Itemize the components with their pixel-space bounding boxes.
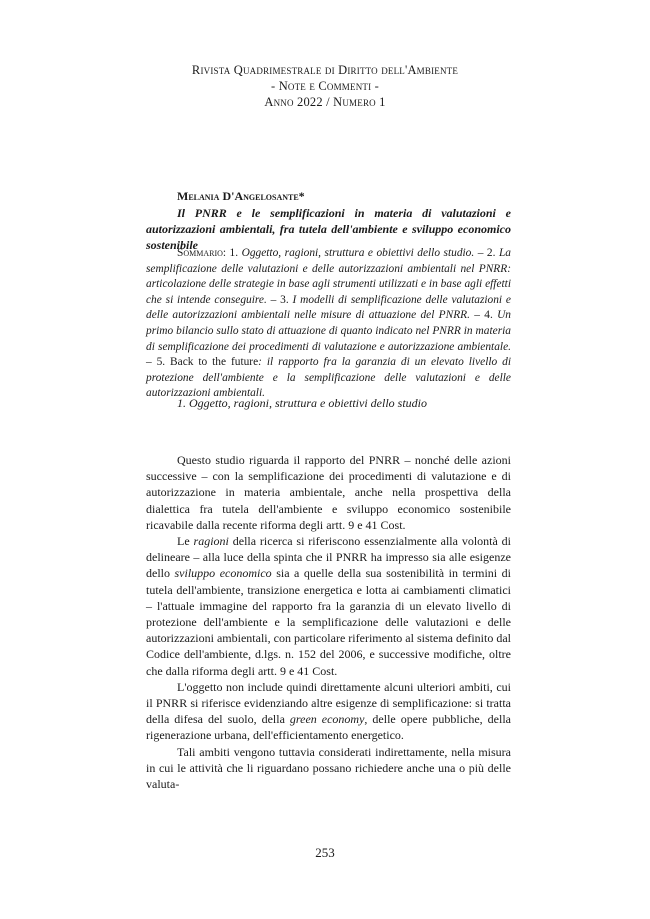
p2-text-e: sia a quelle della sua sostenibilità in termini di tutela dell'ambiente, transizione energetica e lotta ai cambiamenti climatici – l'attuale immagine del rapporto fra la garanzia di un elevato livello di protezione dell'ambiente e la semplificazione delle valutazioni e delle autorizzazioni ambientali, con particolare riferimento al sistema definito dal Codice dell'ambiente, d.lgs. n. 152 del 2006, e successive modifiche, oltre che dalla riforma degli artt. 9 e 41 Cost. [146,566,511,678]
p3-emphasis-green-economy: green economy [289,712,365,727]
summary-item-1-text: Oggetto, ragioni, struttura e obiettivi dello studio. [241,247,475,259]
summary-item-3-number: – 3. [266,293,293,306]
summary-item-5-number: – 5. Back to the future [146,356,259,369]
journal-header [0,62,650,110]
summary-item-5-text: : il rapporto fra la garanzia di un elevato livello di protezione dell'ambiente e la semplificazione delle valutazioni e delle autorizzazioni ambientali. [146,356,511,400]
table-of-contents [146,246,511,402]
p3-text-c: , delle opere pubbliche, della rigenerazione urbana, dell'efficientamento energetico. [146,712,511,743]
paragraph-2 [146,533,511,679]
journal-title: Rivista Quadrimestrale di Diritto dell'Ambiente [191,63,459,77]
section-heading: 1. Oggetto, ragioni, struttura e obiettivi dello studio [177,396,427,410]
p2-text-c: della ricerca si riferiscono essenzialmente alla volontà di delineare – alla luce della spinta che il PNRR ha impresso sia alle esigenze dello [146,534,512,581]
article-title: Il PNRR e le semplificazioni in materia di valutazioni e autorizzazioni ambientali, fra tutela dell'ambiente e sviluppo economico sostenibile [146,206,511,252]
article-author: Melania D'Angelosante* [177,189,305,203]
p2-text-a: Le [177,534,194,549]
summary-item-1-number: 1. [226,247,242,259]
p3-text-a: L'oggetto non include quindi direttamente alcuni ulteriori ambiti, cui il PNRR si riferisce evidenziando altre esigenze di semplificazione: si tratta della difesa del suolo, della [146,679,511,727]
paragraph-4: Tali ambiti vengono tuttavia considerati indirettamente, nella misura in cui le attività che li riguardano possano richiedere anche una o più delle valuta- [146,744,511,792]
page-number: 253 [315,845,335,860]
body-text [146,452,511,792]
p2-emphasis-ragioni: ragioni [193,534,229,549]
paragraph-3 [146,679,511,744]
journal-issue: Anno 2022 / Numero 1 [264,95,386,109]
summary-item-4-text: Un primo bilancio sullo stato di attuazione di quanto indicato nel PNRR in materia di semplificazione dei procedimenti di valutazione e autorizzazione ambientale. [146,309,511,353]
summary-item-3-text: I modelli di semplificazione delle valutazioni e delle autorizzazioni ambientali nelle misure di attuazione del PNRR. [146,293,511,322]
paragraph-1: Questo studio riguarda il rapporto del PNRR – nonché delle azioni successive – con la semplificazione dei procedimenti di valutazione e di autorizzazione in materia ambientale, anche nella prospettiva della dialettica fra tutela dell'ambiente e sviluppo economico sostenibile ricavabile dalla recente riforma degli artt. 9 e 41 Cost. [146,453,511,532]
summary-item-2-text: La semplificazione delle valutazioni e delle autorizzazioni ambientali nel PNRR: articolazione delle strategie in base agli strumenti utilizzati e in base agli effetti che si intende conseguire. [146,247,511,306]
journal-section: - Note e Commenti - [271,79,379,93]
summary-label: Sommario: [177,247,227,259]
summary-item-2-number: – 2. [474,247,499,259]
summary-item-4-number: – 4. [469,309,498,322]
p2-emphasis-sviluppo: sviluppo economico [174,566,272,581]
